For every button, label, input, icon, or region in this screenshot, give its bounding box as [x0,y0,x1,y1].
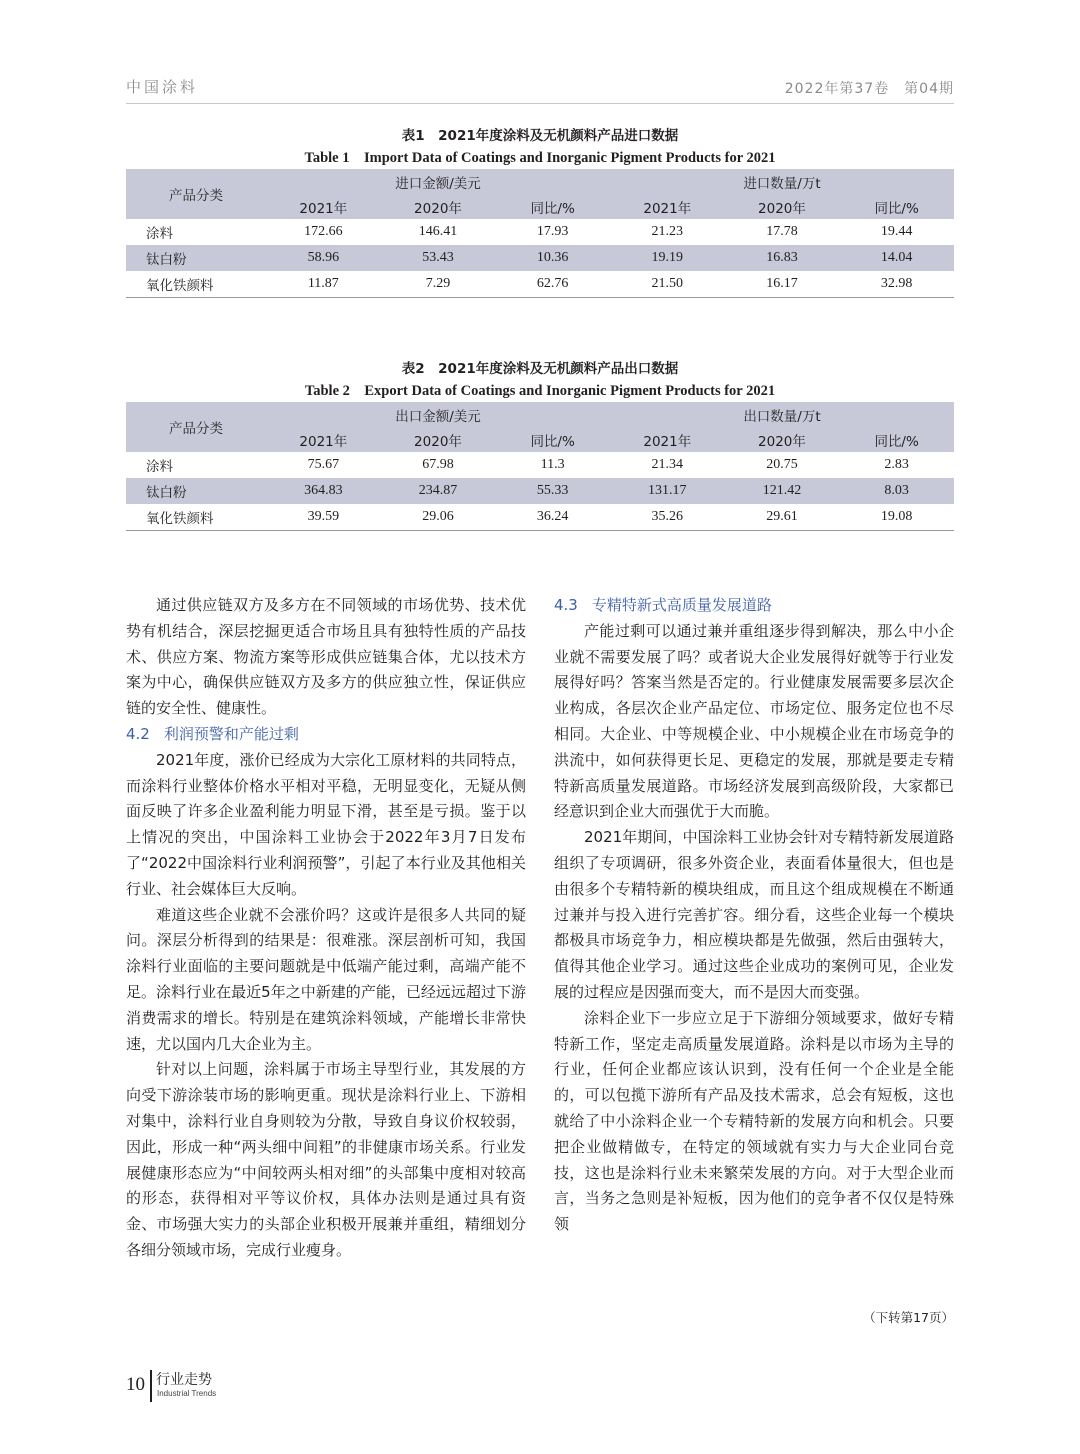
page-number: 10 [126,1374,145,1395]
table-cell: 21.50 [610,271,725,298]
table-cell: 10.36 [495,245,610,271]
table-cell: 172.66 [304,224,343,239]
row-label: 钛白粉 [126,245,266,271]
paragraph: 产能过剩可以通过兼并重组逐步得到解决，那么中小企业就不需要发展了吗？或者说大企业发展得好就等于行业发展得好吗？答案当然是否定的。行业健康发展需要多层次企业构成，各层次企业产品定位、市场定位、服务定位也不尽相同。大企业、中等规模企业、中小规模企业在市场竞争的洪流中，如何获得更长足、更稳定的发展，那就是要走专精特新高质量发展道路。市场经济发展到高级阶段，大家都已经意识到企业大而强优于大而脆。 [554,621,954,821]
table-cell: 19.44 [880,224,913,239]
section-number: 4.3 [554,596,578,614]
table-cell: 17.93 [536,224,569,239]
table-cell: 75.67 [307,457,340,472]
table-cell: 14.04 [839,245,954,271]
table-cell: 55.33 [495,478,610,504]
table1 [126,169,954,298]
table1-group2-header: 进口数量/万t [610,169,954,194]
table2-subheader: 2020年 [381,427,496,452]
issue-info: 2022年第37卷 第04期 [784,81,954,97]
table1-group1-header: 进口金额/美元 [266,169,610,194]
table1-category-header: 产品分类 [126,169,266,219]
table-cell: 8.03 [839,478,954,504]
table2-subheader: 2020年 [725,427,840,452]
section-label-en: Industrial Trends [157,1389,217,1398]
table1-subheader: 2020年 [725,194,840,219]
table2-category-header: 产品分类 [126,402,266,452]
row-label: 氧化铁颜料 [126,504,266,531]
table-cell: 58.96 [266,245,381,271]
table-cell: 19.08 [839,504,954,531]
table-row [126,245,954,271]
row-label: 钛白粉 [126,478,266,504]
section-title: 利润预警和产能过剩 [163,724,299,743]
paragraph: 难道这些企业就不会涨价吗？这或许是很多人共同的疑问。深层分析得到的结果是：很难涨。深层剖析可知，我国涂料行业面临的主要问题就是中低端产能过剩，高端产能不足。涂料行业在最近5年之中新建的产能，已经远远超过下游消费需求的增长。特别是在建筑涂料领域，产能增长非常快速，尤以国内几大企业为主。 [126,905,526,1053]
paragraph: 针对以上问题，涂料属于市场主导型行业，其发展的方向受下游涂装市场的影响更重。现状是涂料行业上、下游相对集中，涂料行业自身则较为分散，导致自身议价权较弱，因此，形成一种“两头细中间粗”的非健康市场关系。行业发展健康形态应为“中间较两头相对细”的头部集中度相对较高的形态，获得相对平等议价权，具体办法则是通过具有资金、市场强大实力的头部企业积极开展兼并重组，精细划分各细分领域市场，完成行业瘦身。 [126,1060,526,1259]
row-label: 涂料 [146,226,173,242]
section-number: 4.2 [126,724,150,743]
continued-note: （下转第17页） [863,1310,954,1325]
table-row [126,452,954,478]
table2 [126,402,954,531]
table-cell: 131.17 [610,478,725,504]
table1-subheader: 同比/% [495,194,610,219]
table2-subheader: 同比/% [839,427,954,452]
table-row [126,219,954,245]
table2-group1-header: 出口金额/美元 [266,402,610,427]
table-row [126,271,954,298]
table-cell: 53.43 [381,245,496,271]
table2-title-en: Table 2 Export Data of Coatings and Inorganic Pigment Products for 2021 [304,383,776,399]
table-cell: 121.42 [725,478,840,504]
table1-title-cn: 表1 2021年度涂料及无机颜料产品进口数据 [401,128,679,144]
table2-title-cn: 表2 2021年度涂料及无机颜料产品出口数据 [401,361,679,377]
table1-subheader: 2021年 [266,194,381,219]
table-cell: 11.87 [266,271,381,298]
table-cell: 16.17 [725,271,840,298]
table-cell: 21.34 [651,457,684,472]
header-rule [126,103,954,104]
row-label: 氧化铁颜料 [126,271,266,298]
table-row [126,504,954,531]
table-row [126,478,954,504]
paragraph: 涂料企业下一步应立足于下游细分领域要求，做好专精特新工作，坚定走高质量发展道路。涂料是以市场为主导的行业，任何企业都应该认识到，没有任何一个企业是全能的，可以包揽下游所有产品及技术需求，总会有短板，这也就给了中小涂料企业一个专精特新的发展方向和机会。只要把企业做精做专，在特定的领域就有实力与大企业同台竞技，这也是涂料行业未来繁荣发展的方向。对于大型企业而言，当务之急则是补短板，因为他们的竞争者不仅仅是特殊领 [554,1008,954,1234]
table1-subheader: 同比/% [839,194,954,219]
section-heading-4-2 [126,722,526,748]
table2-subheader: 同比/% [495,427,610,452]
table-cell: 21.23 [651,224,684,239]
paragraph: 通过供应链双方及多方在不同领域的市场优势、技术优势有机结合，深层挖掘更适合市场且具有独特性质的产品技术、供应方案、物流方案等形成供应链集合体，尤以技术方案为中心，确保供应链双方及多方的供应独立性，保证供应链的安全性、健康性。 [126,596,526,718]
table1-subheader: 2020年 [381,194,496,219]
table-cell: 35.26 [610,504,725,531]
table-cell: 29.06 [381,504,496,531]
table-cell: 16.83 [725,245,840,271]
table2-subheader: 2021年 [266,427,381,452]
table-cell: 36.24 [495,504,610,531]
table1-title-en: Table 1 Import Data of Coatings and Inorganic Pigment Products for 2021 [304,150,776,166]
table-cell: 234.87 [381,478,496,504]
table-cell: 364.83 [266,478,381,504]
table-cell: 62.76 [495,271,610,298]
table-cell: 19.19 [610,245,725,271]
section-label-cn: 行业走势 [156,1372,212,1388]
table-cell: 7.29 [381,271,496,298]
table2-group2-header: 出口数量/万t [610,402,954,427]
table-cell: 39.59 [266,504,381,531]
table-cell: 17.78 [766,224,798,239]
footer-divider [150,1370,152,1402]
right-column [554,593,954,1238]
table-cell: 2.83 [884,457,909,472]
table-cell: 11.3 [540,457,565,472]
section-title: 专精特新式高质量发展道路 [591,596,772,614]
table1-subheader: 2021年 [610,194,725,219]
table-cell: 32.98 [839,271,954,298]
table2-subheader: 2021年 [610,427,725,452]
table-cell: 146.41 [418,224,458,239]
row-label: 涂料 [146,459,173,475]
paragraph: 2021年期间，中国涂料工业协会针对专精特新发展道路组织了专项调研，很多外资企业，表面看体量很大，但也是由很多个专精特新的模块组成，而且这个组成规模在不断通过兼并与投入进行完善扩容。细分看，这些企业每一个模块都极具市场竞争力，相应模块都是先做强，然后由强转大，值得其他企业学习。通过这些企业成功的案例可见，企业发展的过程应是因强而变大，而不是因大而变强。 [554,828,954,1001]
journal-name: 中国涂料 [126,78,199,96]
table-cell: 29.61 [725,504,840,531]
table-cell: 67.98 [422,457,454,472]
left-column [126,593,526,1264]
paragraph: 2021年度，涨价已经成为大宗化工原材料的共同特点，而涂料行业整体价格水平相对平稳，无明显变化，无疑从侧面反映了许多企业盈利能力明显下滑，甚至是亏损。鉴于以上情况的突出，中国涂料工业协会于2022年3月7日发布了“2022中国涂料行业利润预警”，引起了本行业及其他相关行业、社会媒体巨大反响。 [126,750,526,898]
section-heading-4-3 [554,593,954,619]
table-cell: 20.75 [766,457,798,472]
